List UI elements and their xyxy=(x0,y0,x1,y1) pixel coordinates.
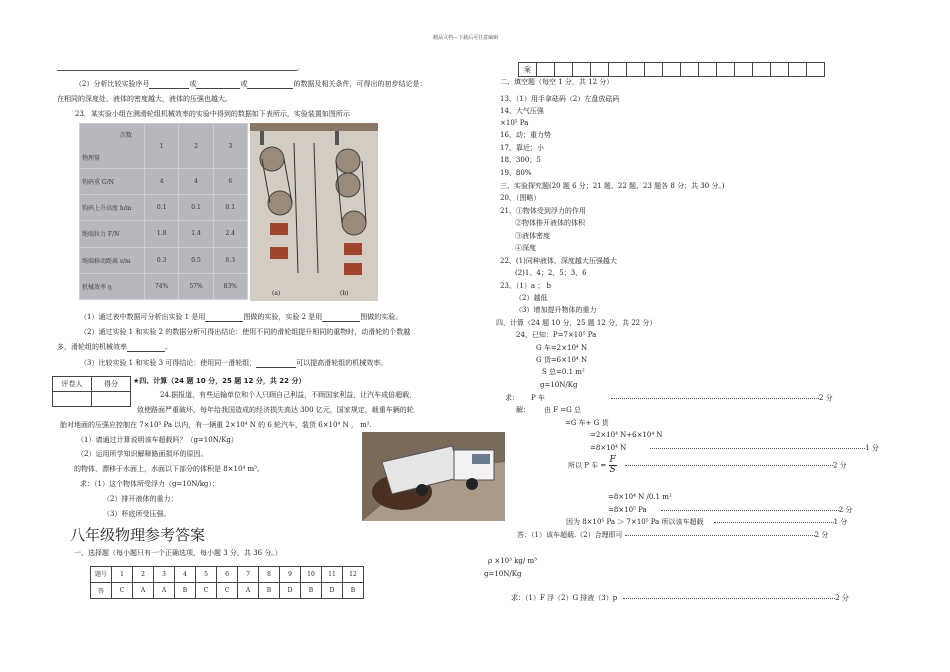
top-dot: 。 xyxy=(297,64,304,72)
pulley-illustration xyxy=(250,123,378,301)
answer-line: 20、（图略） xyxy=(500,194,541,202)
mc-number: 6 xyxy=(217,567,238,583)
mc-number: 11 xyxy=(322,567,343,583)
row-label: 钩码重 G/N xyxy=(80,169,145,195)
fraction-f-over-s: $\frac{F}{S}$ xyxy=(609,455,616,475)
q25-given-g: g=10N/Kg xyxy=(484,570,522,578)
cell: 0.3 xyxy=(213,247,247,273)
ask-line: 求： P 车 2 分 xyxy=(505,394,833,402)
truck-illustration xyxy=(362,432,505,521)
answer-line: 17、靠近；小 xyxy=(500,144,544,152)
q23-part3: （3）比较实验 1 和实验 3 可得结论：使用同一滑轮组， 可以提高滑轮组的机械效率。 xyxy=(80,359,388,367)
pulley-apparatus-photo xyxy=(250,123,378,301)
table-row xyxy=(80,273,248,299)
grader-label: 评卷人 xyxy=(53,377,92,392)
mc-row-label: 题号 xyxy=(91,567,112,583)
top-rule xyxy=(57,70,297,71)
section-4-answer-heading: 四，计算（24 题 10 分，25 题 12 分，共 22 分） xyxy=(496,319,657,327)
mc-answer: C xyxy=(217,583,238,599)
mc-answer: A xyxy=(154,583,175,599)
q22-conclusion: 在相同的深度处，液体的密度越大，液体的压强也越大。 xyxy=(57,95,232,103)
table-row xyxy=(80,169,248,195)
answer-line: 21、①物体受到浮力的作用 xyxy=(500,207,586,215)
score-label: 得分 xyxy=(92,377,131,392)
answer-line: 18、300；5 xyxy=(500,156,541,164)
cell: 0.3 xyxy=(145,247,179,273)
q23-part2-cont: 多，滑轮组的机械效率 。 xyxy=(57,343,172,351)
mc-number: 12 xyxy=(343,567,364,583)
fill-heading: 二、填空题（每空 1 分，共 12 分） xyxy=(500,78,614,86)
cell: 0.1 xyxy=(145,195,179,221)
answer-line: 14、大气压强 xyxy=(500,107,544,115)
mc-number: 4 xyxy=(175,567,196,583)
cell: 4 xyxy=(179,169,213,195)
answer-line: 22、(1)同种液体，深度越大压强越大 xyxy=(500,257,617,265)
solution-line: =2×10⁴ N+6×10⁴ N xyxy=(590,431,663,439)
mc-number: 10 xyxy=(301,567,322,583)
mc-number: 7 xyxy=(238,567,259,583)
q22-part2: （2）分析比较实验序号 或 或 的数据及相关条件，可得出的初步结论是： xyxy=(75,80,427,88)
col-header: 1 xyxy=(145,124,179,169)
mc-answer-table xyxy=(90,566,364,599)
col-header: 3 xyxy=(213,124,247,169)
pressure-formula: 所以 P 车 = $\frac{F}{S}$ 2 分 xyxy=(568,455,847,475)
score-cell xyxy=(92,392,131,407)
q25-line1: 的物体，漂移于水面上，水面以下部分的体积是 8×10⁴ m³。 xyxy=(74,465,264,473)
q25-given-rho: ρ ×10³ kg/ m³ xyxy=(488,557,537,565)
answer-line: 19、80% xyxy=(500,169,532,177)
cell: 4 xyxy=(145,169,179,195)
solution-line: =G 车+ G 货 xyxy=(565,419,609,427)
given-line: 24、已知：P=7×10⁵ Pa xyxy=(516,331,597,339)
q24-line1: 24.据报道，有些运输单位和个人只顾自己利益，不顾国家利益，让汽车成倍超载， xyxy=(160,391,417,399)
solution-line: 因为 8×10⁵ Pa ＞ 7×10⁵ Pa 所以该车超载 1 分 xyxy=(566,518,848,526)
q24-line2: 致使路面严重破坏，每年给我国造成的经济损失高达 300 亿元，国家规定，载重车辆的轮 xyxy=(137,406,414,414)
mc-number: 8 xyxy=(259,567,280,583)
cell: 0.1 xyxy=(179,195,213,221)
row-label: 机械效率 η xyxy=(80,273,145,299)
q25-part2: （2）排开液体的重力； xyxy=(103,495,178,503)
answer-table-continued xyxy=(518,62,825,77)
col-header: 2 xyxy=(179,124,213,169)
answer-line: 16、动；重力势 xyxy=(500,131,551,139)
cell: 0.5 xyxy=(179,247,213,273)
photo-label-b: (b) xyxy=(340,290,349,297)
mc-answer: A xyxy=(238,583,259,599)
solution-line: =8×10⁵ Pa 2 分 xyxy=(608,506,853,514)
mc-number: 5 xyxy=(196,567,217,583)
answer-line: ④深度 xyxy=(515,244,536,252)
cell: 0.1 xyxy=(213,195,247,221)
corner-top: 次数 xyxy=(119,132,132,139)
mc-row-label: 答 xyxy=(91,583,112,599)
answer-line: ③液体密度 xyxy=(515,232,550,240)
mc-answer: A xyxy=(133,583,154,599)
row-label: 绳端拉力 F/N xyxy=(80,221,145,247)
q23-intro: 23．某实验小组在测滑轮组机械效率的实验中得到的数据如下表所示，实验装置如图所示 xyxy=(75,110,350,118)
answer-line: （3）增加提升物体的重力 xyxy=(515,306,597,314)
q25-ask: 求：（1）F 浮（2）G 排液（3）p 2 分 xyxy=(511,594,849,602)
corner-bottom: 物理量 xyxy=(82,155,101,162)
solution-line: =8×10⁴ N /0.1 m² xyxy=(608,493,672,501)
cell: 2.4 xyxy=(213,221,247,247)
cell: 1.8 xyxy=(145,221,179,247)
mc-answer: D xyxy=(280,583,301,599)
cell: 57% xyxy=(179,273,213,299)
mc-answer: B xyxy=(343,583,364,599)
q25-part1: 求：（1）这个物体所受浮力（g=10N/kg）； xyxy=(80,480,219,488)
answer-line: 23、（1）a ； b xyxy=(500,282,551,290)
mc-answer: D xyxy=(322,583,343,599)
given-line: g=10N/Kg xyxy=(540,381,578,389)
mc-heading: 一、选择题（每小题只有一个正确选项，每小题 3 分，共 36 分。） xyxy=(74,549,282,557)
mc-number: 3 xyxy=(154,567,175,583)
overloaded-truck-photo xyxy=(362,432,505,521)
given-line: G 车=2×10⁴ N xyxy=(536,344,588,352)
cell: 74% xyxy=(145,273,179,299)
given-line: G 货=6×10⁴ N xyxy=(536,356,588,364)
mc-answer: B xyxy=(259,583,280,599)
table-corner xyxy=(80,124,145,169)
cell: 83% xyxy=(213,273,247,299)
section-3-heading: 三、实验探究题(20 题 6 分；21 题、22 题、23 题各 8 分；共 30 分。) xyxy=(500,182,725,190)
q24-part1: （1）请通过计算说明该车超载吗？（g=10N/Kg） xyxy=(77,436,238,444)
solution-line: =8×10⁴ N 1 分 xyxy=(590,444,879,452)
answer-key-title: 八年级物理参考答案 xyxy=(70,526,206,544)
answer-conclusion: 答：（1）该车超载.（2）合理即可 2 分 xyxy=(517,531,829,539)
answer-line: ②物体排开液体的体积 xyxy=(515,219,585,227)
table-label: 案 xyxy=(519,63,537,77)
q23-part1: （1）通过表中数据可分析出实验 1 是用 图做的实验，实验 2 是用 图做的实验。 xyxy=(80,313,403,321)
row-label: 绳端移动距离 s/m xyxy=(80,247,145,273)
grader-cell xyxy=(53,392,92,407)
q24-part2: （2）运用所学知识解释路面损坏的原因。 xyxy=(77,450,208,458)
mc-answer: C xyxy=(112,583,133,599)
answer-line: ×10⁵ Pa xyxy=(500,119,529,127)
table-row xyxy=(80,195,248,221)
q24-line3: 胎对地面的压强应控制在 7×10⁵ Pa 以内，有一辆重 2×10⁴ N 的 6 轮汽车，装货 6×10⁴ N ， m². xyxy=(60,421,372,429)
section-4-heading: ★四、计算（24 题 10 分，25 题 12 分，共 22 分） xyxy=(133,377,306,385)
mc-answer: B xyxy=(301,583,322,599)
answer-line: 13、（1）用手拿砝码（2）左盘放砝码 xyxy=(500,95,620,103)
cell: 6 xyxy=(213,169,247,195)
cell: 1.4 xyxy=(179,221,213,247)
answer-line: (2)1、4；2、5；3、6 xyxy=(515,269,587,277)
q25-part3: （3）杯底所受压强。 xyxy=(103,510,171,518)
given-line: S 总=0.1 m² xyxy=(542,368,585,376)
mc-number: 2 xyxy=(133,567,154,583)
solution-start: 解： 由 F =G 总 xyxy=(516,406,581,414)
photo-label-a: (a) xyxy=(272,290,281,297)
mc-answer: B xyxy=(175,583,196,599)
table-row xyxy=(80,247,248,273)
mc-answer: C xyxy=(196,583,217,599)
page-header: 精品文档---下载后可任意编辑 xyxy=(433,35,499,41)
row-label: 钩码上升高度 h/m xyxy=(80,195,145,221)
experiment-data-table xyxy=(79,123,248,300)
mc-number: 9 xyxy=(280,567,301,583)
table-row xyxy=(80,221,248,247)
grader-score-box xyxy=(52,376,131,407)
mc-number: 1 xyxy=(112,567,133,583)
answer-line: （2）越低 xyxy=(515,294,548,302)
q23-part2: （2）通过实验 1 和实验 2 的数据分析可得出结论：使用不同的滑轮组提升相同的重物时，动滑轮的个数越 xyxy=(80,328,411,336)
